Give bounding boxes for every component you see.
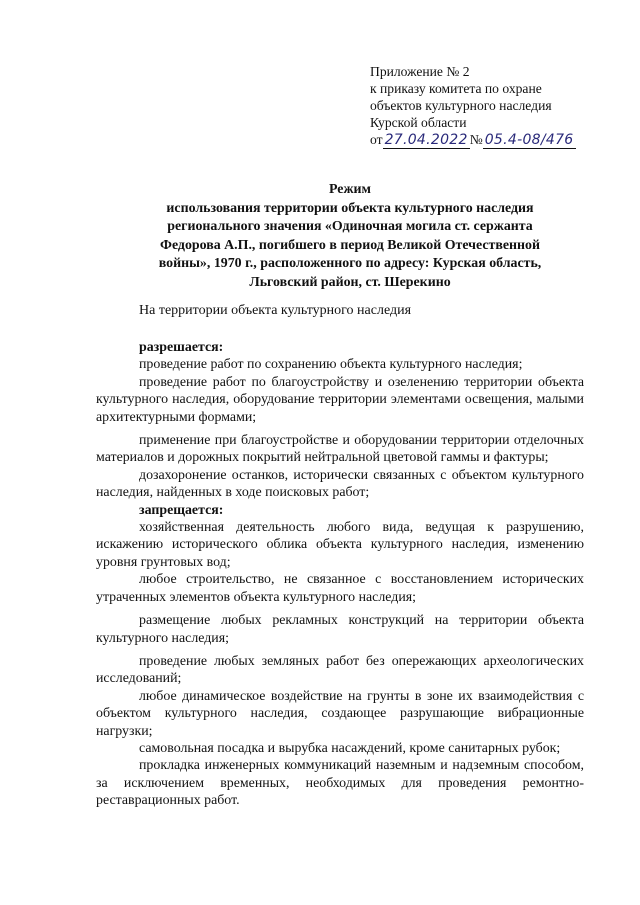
allowed-item: применение при благоустройстве и оборудовании территории отделочных материалов и дорожных покрытий нейтральной цветовой гаммы и фактуры; xyxy=(96,433,584,466)
title-line: использования территории объекта культурного наследия xyxy=(166,200,534,216)
title-line: регионального значения «Одиночная могила ст. сержанта xyxy=(167,219,533,234)
allowed-item: проведение работ по благоустройству и озеленению территории объекта культурного наследия, оборудование территории элементами освещения, малыми архитектурными формами; xyxy=(96,374,584,425)
prohibited-item: размещение любых рекламных конструкций на территории объекта культурного наследия; xyxy=(96,613,584,646)
title-line: Режим xyxy=(328,182,371,197)
prohibited-item: прокладка инженерных коммуникаций наземным и надземным способом, за исключением временных, необходимых для проведения ремонтно-реставрационных работ. xyxy=(96,758,584,809)
appendix-block xyxy=(370,63,576,149)
title-line: Льговский район, ст. Шерекино xyxy=(249,274,451,290)
intro-text: На территории объекта культурного наследия xyxy=(139,303,412,318)
appendix-committee-line: объектов культурного наследия xyxy=(370,98,552,113)
prohibited-item: любое строительство, не связанное с восстановлением исторических утраченных элементов объекта культурного наследия; xyxy=(96,572,584,605)
prohibited-item: проведение любых земляных работ без опережающих археологических исследований; xyxy=(96,653,584,687)
appendix-date-line xyxy=(370,131,576,149)
prohibited-item: самовольная посадка и вырубка насаждений, кроме санитарных рубок; xyxy=(139,740,561,756)
prohibited-item: любое динамическое воздействие на грунты в зоне их взаимодействия с объектом культурного наследия, создающее разрушающие вибрационные нагрузки; xyxy=(96,688,584,739)
regime-body xyxy=(96,339,584,810)
allowed-item: проведение работ по сохранению объекта культурного наследия; xyxy=(139,357,523,373)
prohibited-item: хозяйственная деятельность любого вида, ведущая к разрушению, искажению исторического облика объекта культурного наследия, изменению уровня грунтовых вод; xyxy=(96,520,584,570)
date-prefix: от xyxy=(370,132,383,147)
number-prefix: № xyxy=(469,132,483,147)
allowed-item: дозахоронение останков, исторически связанных с объектом культурного наследия, найденных в ходе поисковых работ; xyxy=(96,467,584,501)
title-line: войны», 1970 г., расположенного по адресу: Курская область, xyxy=(158,256,542,271)
title-line: Федорова А.П., погибшего в период Великой Отечественной xyxy=(160,237,540,253)
handwritten-date: 27.04.2022 xyxy=(384,132,468,148)
handwritten-number: 05.4-08/476 xyxy=(484,132,574,148)
prohibited-heading: запрещается: xyxy=(139,502,224,518)
document-title xyxy=(80,181,620,292)
appendix-order-line: к приказу комитета по охране xyxy=(370,81,542,96)
appendix-label: Приложение № 2 xyxy=(370,64,470,79)
allowed-heading: разрешается: xyxy=(139,340,224,355)
appendix-region-line: Курской области xyxy=(370,115,467,130)
